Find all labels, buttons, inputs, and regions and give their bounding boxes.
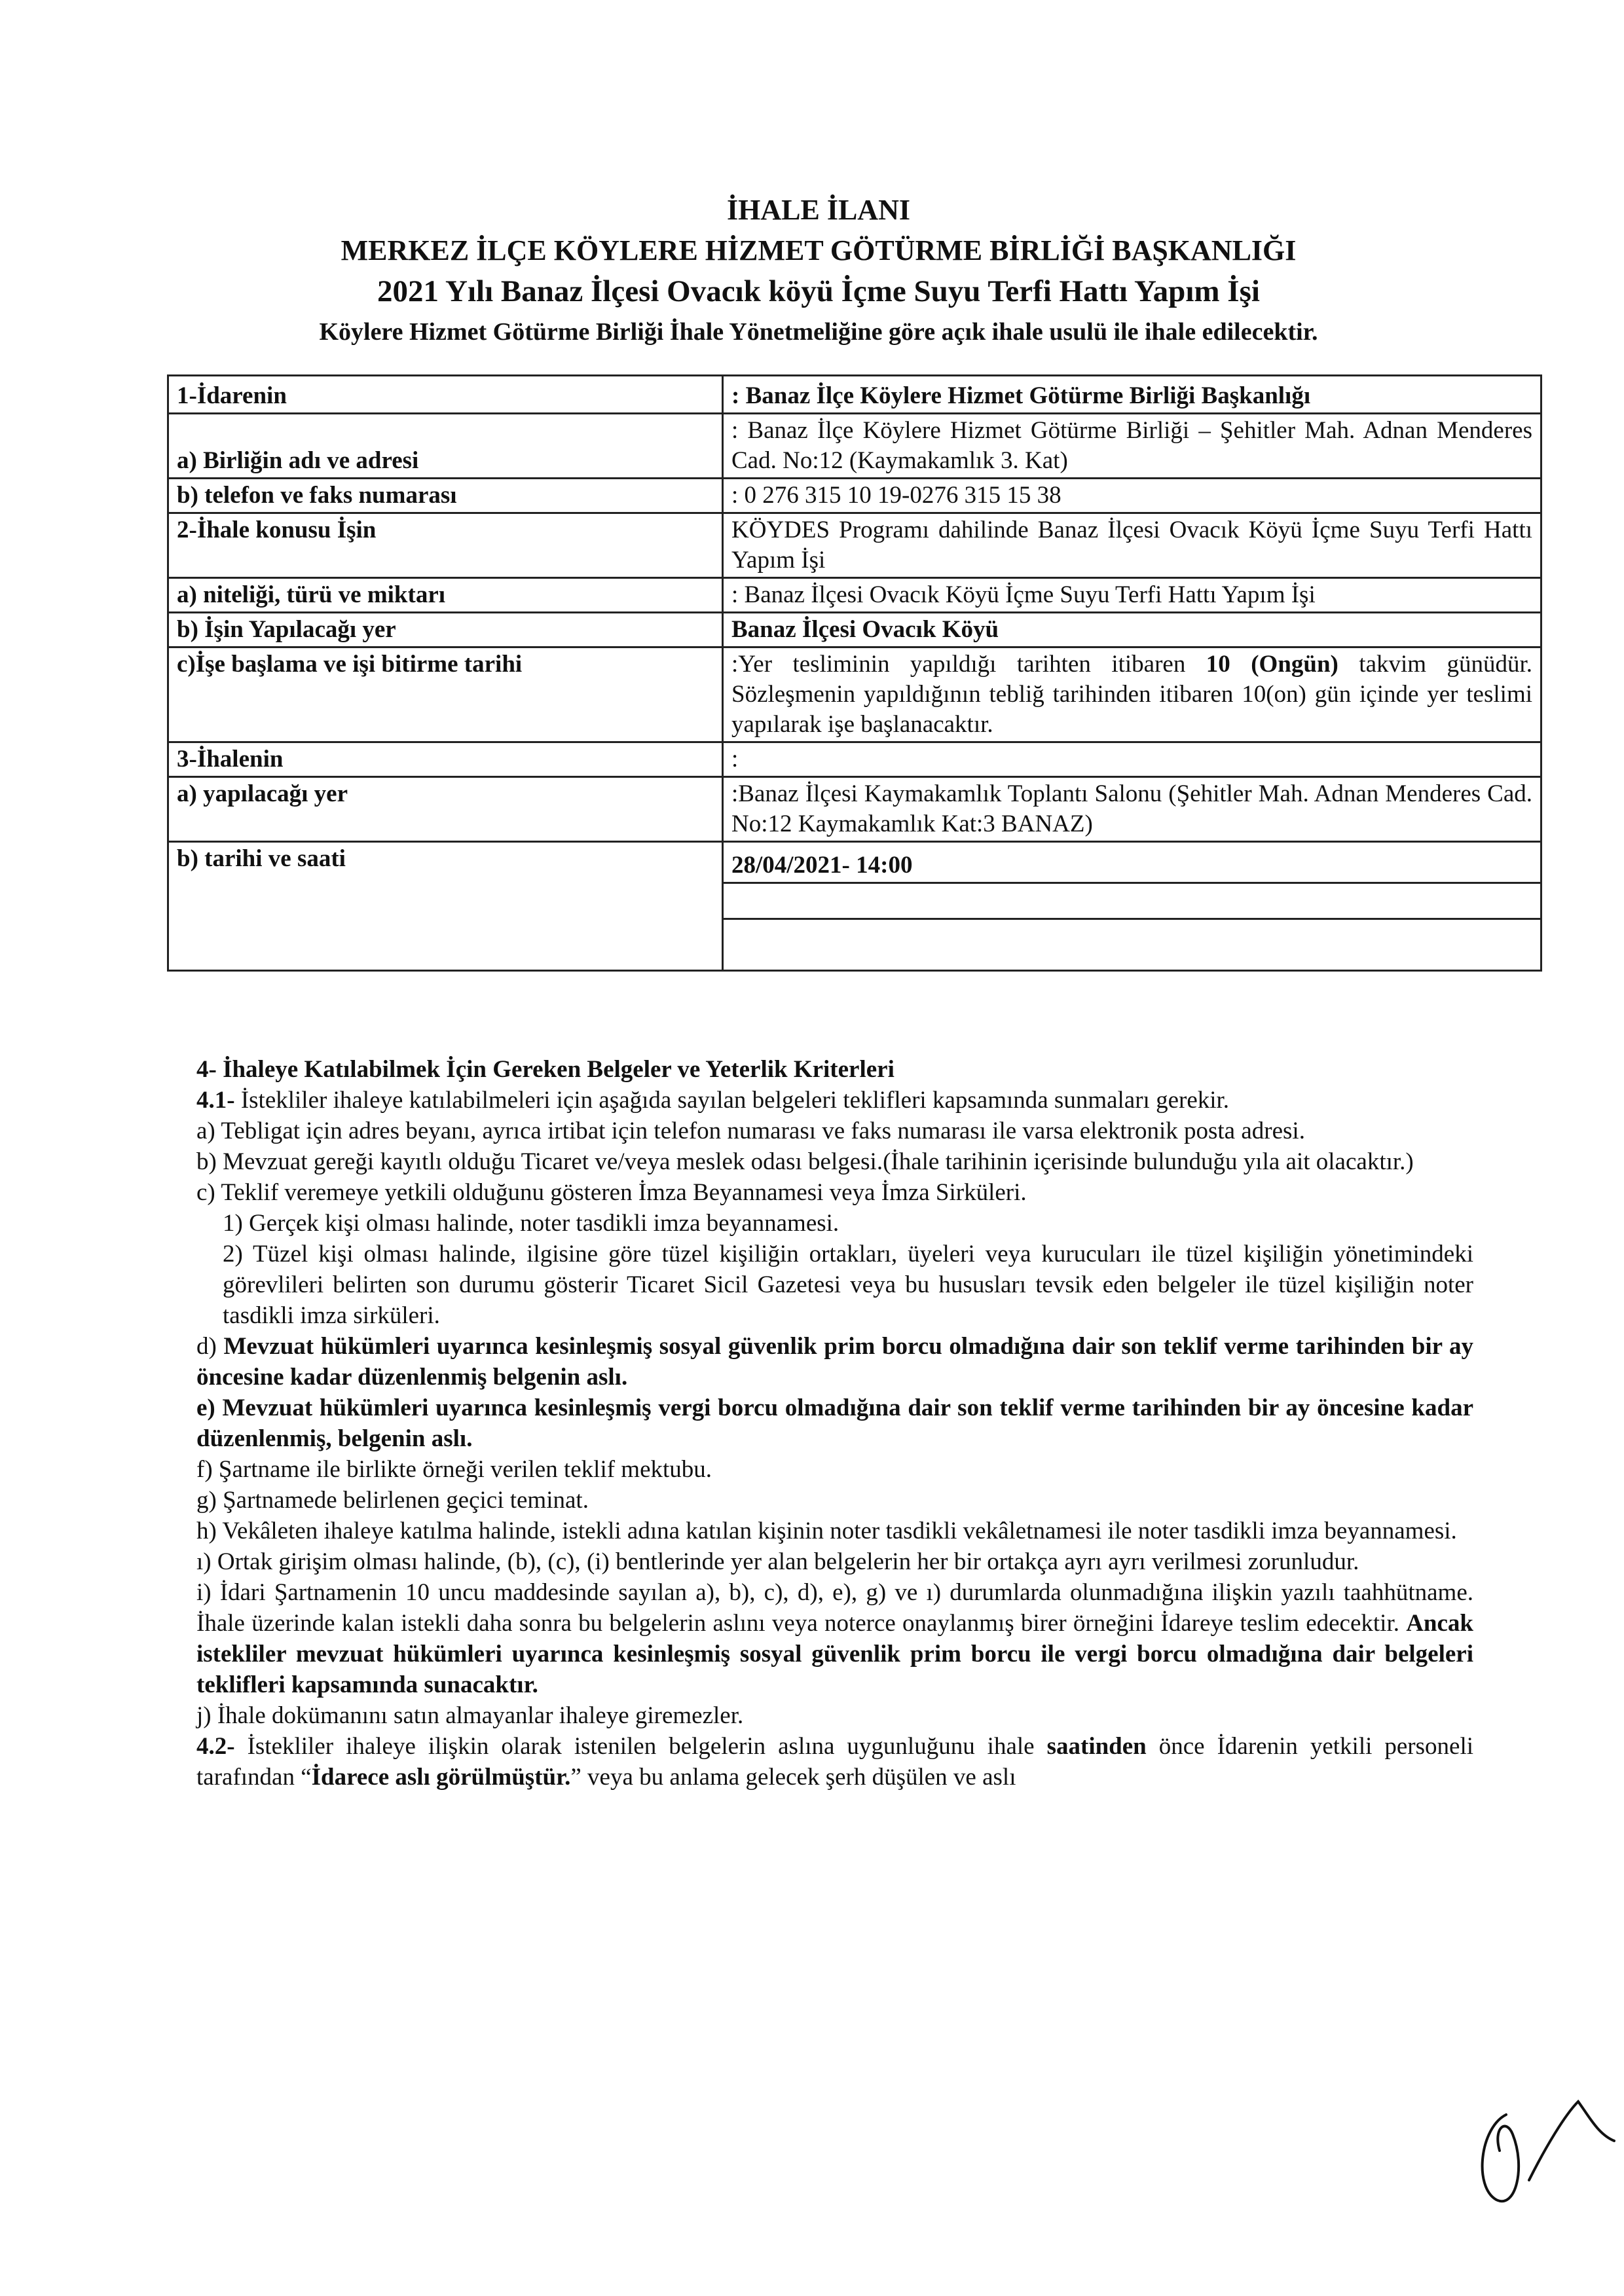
requirements-section <box>196 1054 1473 1793</box>
item-number: 4.2- <box>196 1733 235 1760</box>
row-key: 2-İhale konusu İşin <box>168 513 723 578</box>
row-value: 28/04/2021- 14:00 <box>723 842 1541 883</box>
row-key: b) tarihi ve saati <box>168 842 723 971</box>
item-text: İstekliler ihaleye ilişkin olarak istenilen belgelerin aslına uygunluğunu ihale <box>234 1733 1047 1760</box>
row-key: c)İşe başlama ve işi bitirme tarihi <box>168 647 723 742</box>
paragraph <box>196 1085 1473 1116</box>
item-text: önce İdarenin yetkili personeli tarafından “ <box>196 1733 1474 1791</box>
paragraph: g) Şartnamede belirlenen geçici teminat. <box>196 1487 589 1514</box>
item-number: 4.1- <box>196 1087 235 1114</box>
table-row <box>168 613 1541 647</box>
table-row <box>168 376 1541 414</box>
institution-name: MERKEZ İLÇE KÖYLERE HİZMET GÖTÜRME BİRLİĞİ BAŞKANLIĞI <box>341 234 1297 266</box>
paragraph: ı) Ortak girişim olması halinde, (b), (c), (i) bentlerinde yer alan belgelerin her bir ortakça ayrı ayrı verilmesi zorunludur. <box>196 1548 1359 1575</box>
paragraph: 2) Tüzel kişi olması halinde, ilgisine göre tüzel kişiliğin ortakları, üyeleri veya kurucuları ile tüzel kişiliğin yönetimindeki görevlileri belirten son durumu gösterir Ticaret Sicil Gazetesi veya bu hususları tevsik eden belgeler ile tüzel kişiliğin noter tasdikli imza sirküleri. <box>223 1241 1473 1329</box>
table-row <box>168 414 1541 479</box>
item-text-bold: saatinden <box>1046 1733 1147 1760</box>
paragraph: b) Mevzuat gereği kayıtlı olduğu Ticaret ve/veya meslek odası belgesi.(İhale tarihinin içerisinde bulunduğu yıla ait olacaktır.) <box>196 1148 1414 1175</box>
table-row <box>168 647 1541 742</box>
paragraph: a) Tebligat için adres beyanı, ayrıca irtibat için telefon numarası ve faks numarası ile varsa elektronik posta adresi. <box>196 1118 1305 1144</box>
item-text: İstekliler ihaleye katılabilmeleri için aşağıda sayılan belgeleri teklifleri kapsamında sunmaları gerekir. <box>234 1087 1230 1114</box>
paragraph: e) Mevzuat hükümleri uyarınca kesinleşmiş vergi borcu olmadığına dair son teklif verme tarihinden bir ay öncesine kadar düzenlenmiş, belgenin aslı. <box>196 1394 1473 1452</box>
tender-info-table <box>167 374 1542 972</box>
procedure-note: Köylere Hizmet Götürme Birliği İhale Yönetmeliğine göre açık ihale usulü ile ihale edilecektir. <box>319 318 1318 346</box>
table-row <box>168 513 1541 578</box>
row-value: : Banaz İlçesi Ovacık Köyü İçme Suyu Terfi Hattı Yapım İşi <box>723 578 1541 613</box>
item-text-bold: İdarece aslı görülmüştür. <box>311 1764 571 1791</box>
empty-cell <box>723 883 1541 919</box>
row-value: : Banaz İlçe Köylere Hizmet Götürme Birliği – Şehitler Mah. Adnan Menderes Cad. No:12 (Kaymakamlık 3. Kat) <box>723 414 1541 479</box>
row-key: 3-İhalenin <box>168 742 723 777</box>
row-key: a) Birliğin adı ve adresi <box>168 414 723 479</box>
row-key: a) yapılacağı yer <box>168 777 723 842</box>
duration-days: 10 (Ongün) <box>1206 651 1338 678</box>
section-title: 4- İhaleye Katılabilmek İçin Gereken Belgeler ve Yeterlik Kriterleri <box>196 1056 895 1083</box>
row-value: KÖYDES Programı dahilinde Banaz İlçesi Ovacık Köyü İçme Suyu Terfi Hattı Yapım İşi <box>723 513 1541 578</box>
row-value: : 0 276 315 10 19-0276 315 15 38 <box>723 479 1541 513</box>
row-value: : Banaz İlçe Köylere Hizmet Götürme Birliği Başkanlığı <box>723 376 1541 414</box>
item-text: Mevzuat hükümleri uyarınca kesinleşmiş sosyal güvenlik prim borcu olmadığına dair son teklif verme tarihinden bir ay öncesine kadar düzenlenmiş belgenin aslı. <box>196 1333 1473 1391</box>
table-row <box>168 578 1541 613</box>
paragraph <box>196 1577 1473 1700</box>
paragraph: h) Vekâleten ihaleye katılma halinde, istekli adına katılan kişinin noter tasdikli vekâletnamesi ile noter tasdikli imza beyannamesi. <box>196 1518 1457 1544</box>
announcement-header <box>157 190 1480 352</box>
paragraph <box>196 1731 1473 1793</box>
project-title: 2021 Yılı Banaz İlçesi Ovacık köyü İçme Suyu Terfi Hattı Yapım İşi <box>377 274 1260 308</box>
paragraph <box>196 1331 1473 1393</box>
table-row <box>168 742 1541 777</box>
row-value: :Banaz İlçesi Kaymakamlık Toplantı Salonu (Şehitler Mah. Adnan Menderes Cad. No:12 Kaymakamlık Kat:3 BANAZ) <box>723 777 1541 842</box>
row-key: 1-İdarenin <box>168 376 723 414</box>
row-value <box>723 647 1541 742</box>
row-key: a) niteliği, türü ve miktarı <box>168 578 723 613</box>
item-text: i) İdari Şartnamenin 10 uncu maddesinde sayılan a), b), c), d), e), g) ve ı) durumlarda olunmadığına ilişkin yazılı taahhütname. İhale üzerinde kalan istekli daha sonra bu belgelerin aslını veya noterce onaylanmış birer örneğini İdareye teslim edecektir. <box>196 1579 1473 1637</box>
item-text-bold: Ancak istekliler mevzuat hükümleri uyarınca kesinleşmiş sosyal güvenlik prim borcu ile vergi borcu olmadığına dair belgeleri teklifleri kapsamında sunacaktır. <box>196 1610 1473 1698</box>
start-text: :Yer tesliminin yapıldığı tarihten itibaren <box>731 651 1206 678</box>
table-row <box>168 479 1541 513</box>
table-row <box>168 842 1541 883</box>
paragraph: j) İhale dokümanını satın almayanlar ihaleye giremezler. <box>196 1702 744 1729</box>
item-letter: d) <box>196 1333 224 1360</box>
item-text: ” veya bu anlama gelecek şerh düşülen ve aslı <box>570 1764 1016 1791</box>
signature <box>1467 2088 1617 2213</box>
paragraph: f) Şartname ile birlikte örneği verilen teklif mektubu. <box>196 1456 712 1483</box>
empty-cell <box>723 919 1541 971</box>
paragraph: c) Teklif veremeye yetkili olduğunu gösteren İmza Beyannamesi veya İmza Sirküleri. <box>196 1179 1027 1206</box>
start-text-rest: takvim günüdür. Sözleşmenin yapıldığının tebliğ tarihinden itibaren 10(on) gün içinde yer teslimi yapılarak işe başlanacaktır. <box>731 651 1533 738</box>
row-key: b) İşin Yapılacağı yer <box>168 613 723 647</box>
row-value: Banaz İlçesi Ovacık Köyü <box>723 613 1541 647</box>
row-key: b) telefon ve faks numarası <box>168 479 723 513</box>
paragraph: 1) Gerçek kişi olması halinde, noter tasdikli imza beyannamesi. <box>223 1210 840 1237</box>
table-row <box>168 777 1541 842</box>
announcement-title: İHALE İLANI <box>727 194 910 226</box>
row-value: : <box>723 742 1541 777</box>
